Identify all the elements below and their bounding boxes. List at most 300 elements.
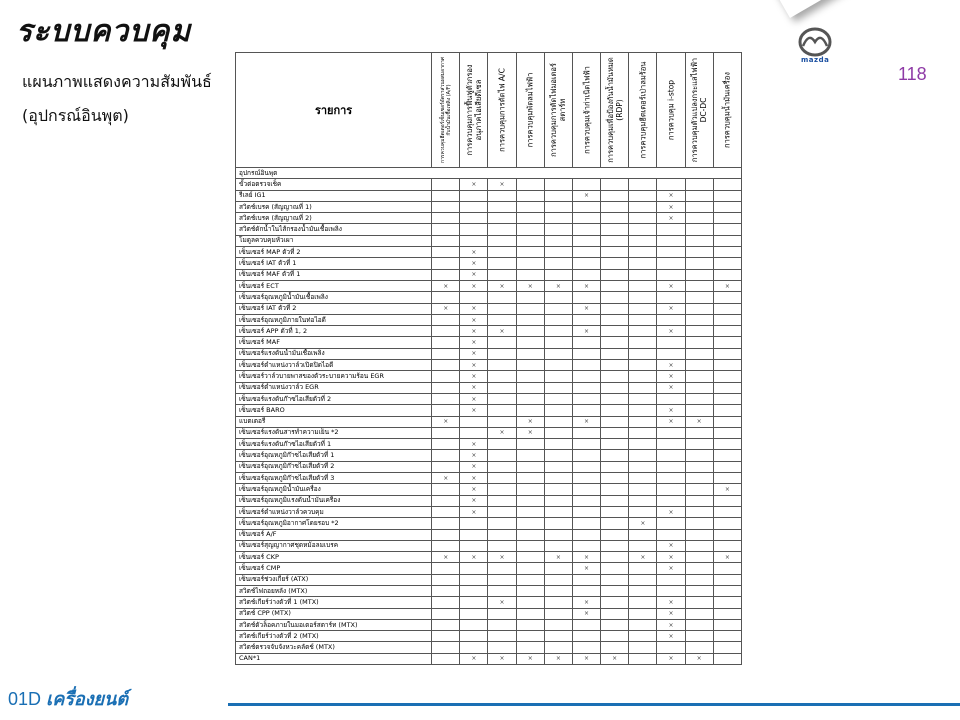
relationship-mark: × — [432, 280, 460, 291]
empty-cell — [685, 280, 713, 291]
empty-cell — [629, 574, 657, 585]
table-row — [236, 326, 742, 337]
empty-cell — [516, 303, 544, 314]
relationship-mark: × — [657, 563, 685, 574]
empty-cell — [657, 450, 685, 461]
empty-cell — [572, 371, 600, 382]
empty-cell — [685, 382, 713, 393]
empty-cell — [544, 427, 572, 438]
relationship-mark: × — [516, 653, 544, 664]
empty-cell — [572, 292, 600, 303]
empty-cell — [488, 506, 516, 517]
empty-cell — [685, 371, 713, 382]
table-row — [236, 427, 742, 438]
empty-cell — [657, 642, 685, 653]
empty-cell — [713, 506, 741, 517]
empty-cell — [685, 574, 713, 585]
empty-cell — [488, 360, 516, 371]
table-row — [236, 506, 742, 517]
relationship-mark: × — [572, 416, 600, 427]
section-row — [236, 168, 742, 179]
relationship-mark: × — [460, 280, 488, 291]
row-label: เซ็นเซอร์ตำแหน่งวาล์วควบคุม — [236, 506, 432, 517]
relationship-mark: × — [685, 416, 713, 427]
empty-cell — [713, 585, 741, 596]
empty-cell — [713, 574, 741, 585]
empty-cell — [544, 619, 572, 630]
empty-cell — [685, 552, 713, 563]
relationship-mark: × — [657, 506, 685, 517]
empty-cell — [713, 439, 741, 450]
empty-cell — [601, 235, 629, 246]
empty-cell — [713, 190, 741, 201]
empty-cell — [601, 540, 629, 551]
table-row — [236, 450, 742, 461]
empty-cell — [629, 529, 657, 540]
row-label: เซ็นเซอร์ ECT — [236, 280, 432, 291]
row-label: เซ็นเซอร์ตำแหน่งวาล์วเปิดปิดไอดี — [236, 360, 432, 371]
empty-cell — [601, 563, 629, 574]
table-row — [236, 597, 742, 608]
empty-cell — [432, 574, 460, 585]
empty-cell — [629, 303, 657, 314]
empty-cell — [713, 529, 741, 540]
empty-cell — [601, 348, 629, 359]
empty-cell — [685, 597, 713, 608]
empty-cell — [713, 269, 741, 280]
empty-cell — [516, 597, 544, 608]
relationship-mark: × — [657, 552, 685, 563]
relationship-mark: × — [488, 552, 516, 563]
empty-cell — [657, 179, 685, 190]
empty-cell — [544, 597, 572, 608]
empty-cell — [601, 585, 629, 596]
empty-cell — [544, 574, 572, 585]
empty-cell — [488, 303, 516, 314]
column-header — [516, 53, 544, 168]
relationship-mark: × — [516, 427, 544, 438]
empty-cell — [657, 314, 685, 325]
table-row — [236, 292, 742, 303]
relationship-table — [235, 52, 742, 665]
row-label: เซ็นเซอร์ CMP — [236, 563, 432, 574]
relationship-mark: × — [629, 552, 657, 563]
empty-cell — [629, 348, 657, 359]
empty-cell — [713, 416, 741, 427]
empty-cell — [516, 269, 544, 280]
empty-cell — [685, 303, 713, 314]
table-row — [236, 439, 742, 450]
empty-cell — [544, 337, 572, 348]
empty-cell — [685, 495, 713, 506]
table-row — [236, 269, 742, 280]
empty-cell — [488, 642, 516, 653]
empty-cell — [488, 190, 516, 201]
empty-cell — [685, 631, 713, 642]
empty-cell — [488, 213, 516, 224]
empty-cell — [629, 292, 657, 303]
empty-cell — [516, 201, 544, 212]
footer-section — [8, 684, 128, 713]
empty-cell — [685, 608, 713, 619]
empty-cell — [713, 495, 741, 506]
page-title: ระบบควบคุม — [16, 14, 192, 49]
empty-cell — [685, 427, 713, 438]
empty-cell — [488, 405, 516, 416]
empty-cell — [432, 348, 460, 359]
empty-cell — [544, 258, 572, 269]
table-row — [236, 224, 742, 235]
empty-cell — [544, 473, 572, 484]
empty-cell — [629, 427, 657, 438]
empty-cell — [601, 201, 629, 212]
empty-cell — [488, 371, 516, 382]
empty-cell — [432, 563, 460, 574]
relationship-mark: × — [713, 280, 741, 291]
relationship-mark: × — [460, 348, 488, 359]
relationship-mark: × — [629, 518, 657, 529]
empty-cell — [432, 642, 460, 653]
empty-cell — [629, 405, 657, 416]
empty-cell — [601, 495, 629, 506]
row-label: สวิตช์ CPP (MTX) — [236, 608, 432, 619]
empty-cell — [544, 506, 572, 517]
row-label: สวิตช์ตัวล็อคภายในมอเตอร์สตาร์ท (MTX) — [236, 619, 432, 630]
empty-cell — [544, 631, 572, 642]
empty-cell — [488, 563, 516, 574]
empty-cell — [685, 179, 713, 190]
relationship-mark: × — [460, 258, 488, 269]
empty-cell — [713, 619, 741, 630]
empty-cell — [685, 337, 713, 348]
empty-cell — [713, 405, 741, 416]
empty-cell — [657, 427, 685, 438]
relationship-mark: × — [572, 280, 600, 291]
empty-cell — [629, 235, 657, 246]
empty-cell — [572, 201, 600, 212]
empty-cell — [572, 461, 600, 472]
empty-cell — [432, 337, 460, 348]
empty-cell — [601, 280, 629, 291]
relationship-mark: × — [657, 371, 685, 382]
empty-cell — [713, 247, 741, 258]
empty-cell — [460, 574, 488, 585]
empty-cell — [460, 224, 488, 235]
empty-cell — [544, 190, 572, 201]
row-label: สวิตช์ตรวจจับจังหวะคลัตช์ (MTX) — [236, 642, 432, 653]
empty-cell — [488, 631, 516, 642]
table-row — [236, 473, 742, 484]
empty-cell — [685, 473, 713, 484]
relationship-mark: × — [657, 619, 685, 630]
empty-cell — [601, 360, 629, 371]
empty-cell — [488, 201, 516, 212]
empty-cell — [685, 326, 713, 337]
empty-cell — [572, 258, 600, 269]
empty-cell — [460, 529, 488, 540]
empty-cell — [657, 461, 685, 472]
empty-cell — [657, 269, 685, 280]
empty-cell — [713, 473, 741, 484]
table-row — [236, 213, 742, 224]
empty-cell — [516, 631, 544, 642]
empty-cell — [516, 585, 544, 596]
empty-cell — [432, 224, 460, 235]
empty-cell — [488, 247, 516, 258]
empty-cell — [685, 405, 713, 416]
column-header-label: การควบคุมตัวแปลงกระแสไฟฟ้า DC-DC — [690, 57, 709, 163]
empty-cell — [629, 585, 657, 596]
row-label: เซ็นเซอร์ IAT ตัวที่ 2 — [236, 303, 432, 314]
empty-cell — [601, 337, 629, 348]
empty-cell — [657, 529, 685, 540]
empty-cell — [629, 608, 657, 619]
empty-cell — [544, 371, 572, 382]
empty-cell — [601, 258, 629, 269]
empty-cell — [713, 427, 741, 438]
empty-cell — [544, 484, 572, 495]
empty-cell — [713, 382, 741, 393]
empty-cell — [544, 540, 572, 551]
empty-cell — [685, 393, 713, 404]
empty-cell — [544, 439, 572, 450]
empty-cell — [544, 608, 572, 619]
relationship-mark: × — [432, 416, 460, 427]
empty-cell — [460, 642, 488, 653]
empty-cell — [516, 506, 544, 517]
row-label: เซ็นเซอร์ CKP — [236, 552, 432, 563]
table-row — [236, 484, 742, 495]
row-label: เซ็นเซอร์ MAF ตัวที่ 1 — [236, 269, 432, 280]
table-row — [236, 461, 742, 472]
empty-cell — [488, 314, 516, 325]
relationship-mark: × — [460, 653, 488, 664]
table-row — [236, 642, 742, 653]
empty-cell — [516, 450, 544, 461]
table-row — [236, 179, 742, 190]
relationship-mark: × — [460, 495, 488, 506]
column-header-label: การควบคุมฮีตเตอร์เป่าลมร้อน — [638, 61, 648, 159]
empty-cell — [488, 518, 516, 529]
empty-cell — [460, 563, 488, 574]
row-label: สวิตช์เบรค (สัญญาณที่ 2) — [236, 213, 432, 224]
empty-cell — [572, 540, 600, 551]
relationship-mark: × — [460, 269, 488, 280]
column-header-label: การควบคุมเพื่อป้องกันน้ำมันหมด (RDP) — [605, 57, 624, 163]
empty-cell — [544, 461, 572, 472]
table-row — [236, 495, 742, 506]
relationship-mark: × — [460, 393, 488, 404]
empty-cell — [601, 303, 629, 314]
row-label: เซ็นเซอร์อุณหภูมิก๊าซไอเสียตัวที่ 2 — [236, 461, 432, 472]
empty-cell — [516, 563, 544, 574]
empty-cell — [713, 540, 741, 551]
empty-cell — [516, 405, 544, 416]
empty-cell — [629, 280, 657, 291]
empty-cell — [713, 303, 741, 314]
empty-cell — [432, 484, 460, 495]
empty-cell — [516, 495, 544, 506]
empty-cell — [488, 484, 516, 495]
empty-cell — [572, 360, 600, 371]
empty-cell — [657, 337, 685, 348]
empty-cell — [516, 461, 544, 472]
empty-cell — [713, 179, 741, 190]
item-column-header: รายการ — [236, 53, 432, 168]
empty-cell — [572, 495, 600, 506]
table-body — [236, 168, 742, 665]
column-header-label: การควบคุม i-stop — [666, 79, 676, 141]
empty-cell — [432, 518, 460, 529]
empty-cell — [601, 247, 629, 258]
relationship-mark: × — [657, 653, 685, 664]
relationship-mark: × — [685, 653, 713, 664]
empty-cell — [432, 495, 460, 506]
table-header-row — [236, 53, 742, 168]
relationship-mark: × — [460, 450, 488, 461]
empty-cell — [713, 258, 741, 269]
empty-cell — [629, 213, 657, 224]
empty-cell — [516, 642, 544, 653]
empty-cell — [629, 360, 657, 371]
table-row — [236, 563, 742, 574]
empty-cell — [516, 552, 544, 563]
empty-cell — [516, 292, 544, 303]
empty-cell — [601, 529, 629, 540]
relationship-mark: × — [460, 405, 488, 416]
empty-cell — [544, 348, 572, 359]
empty-cell — [572, 631, 600, 642]
empty-cell — [572, 642, 600, 653]
empty-cell — [572, 393, 600, 404]
empty-cell — [516, 619, 544, 630]
empty-cell — [685, 190, 713, 201]
empty-cell — [432, 450, 460, 461]
empty-cell — [432, 653, 460, 664]
empty-cell — [544, 393, 572, 404]
empty-cell — [629, 258, 657, 269]
row-label: เซ็นเซอร์สุญญากาศชุดหม้อลมเบรค — [236, 540, 432, 551]
empty-cell — [629, 247, 657, 258]
row-label: เซ็นเซอร์ APP ตัวที่ 1, 2 — [236, 326, 432, 337]
empty-cell — [629, 326, 657, 337]
empty-cell — [685, 247, 713, 258]
empty-cell — [572, 235, 600, 246]
empty-cell — [460, 213, 488, 224]
empty-cell — [601, 371, 629, 382]
relationship-mark: × — [460, 484, 488, 495]
empty-cell — [544, 382, 572, 393]
empty-cell — [516, 393, 544, 404]
relationship-mark: × — [657, 597, 685, 608]
empty-cell — [601, 269, 629, 280]
empty-cell — [601, 473, 629, 484]
empty-cell — [460, 201, 488, 212]
empty-cell — [629, 597, 657, 608]
empty-cell — [432, 506, 460, 517]
empty-cell — [685, 224, 713, 235]
empty-cell — [432, 190, 460, 201]
empty-cell — [432, 427, 460, 438]
relationship-mark: × — [460, 314, 488, 325]
empty-cell — [460, 540, 488, 551]
column-header-label: การควบคุมเจ้าก่าเนิดไฟฟ้า — [582, 66, 592, 154]
row-label: เซ็นเซอร์อุณหภูมิภายในท่อไอดี — [236, 314, 432, 325]
table-row — [236, 518, 742, 529]
empty-cell — [685, 292, 713, 303]
empty-cell — [488, 585, 516, 596]
empty-cell — [657, 495, 685, 506]
empty-cell — [488, 269, 516, 280]
relationship-mark: × — [544, 653, 572, 664]
empty-cell — [544, 224, 572, 235]
column-header — [460, 53, 488, 168]
empty-cell — [572, 179, 600, 190]
empty-cell — [572, 506, 600, 517]
relationship-mark: × — [572, 563, 600, 574]
empty-cell — [432, 393, 460, 404]
relationship-mark: × — [460, 326, 488, 337]
empty-cell — [713, 653, 741, 664]
empty-cell — [488, 495, 516, 506]
empty-cell — [629, 314, 657, 325]
empty-cell — [657, 439, 685, 450]
column-header — [685, 53, 713, 168]
empty-cell — [685, 585, 713, 596]
empty-cell — [516, 190, 544, 201]
empty-cell — [572, 619, 600, 630]
empty-cell — [601, 439, 629, 450]
table-row — [236, 608, 742, 619]
empty-cell — [460, 608, 488, 619]
empty-cell — [629, 439, 657, 450]
empty-cell — [657, 518, 685, 529]
empty-cell — [516, 574, 544, 585]
empty-cell — [629, 337, 657, 348]
row-label: เซ็นเซอร์อุณหภูมิก๊าซไอเสียตัวที่ 3 — [236, 473, 432, 484]
empty-cell — [572, 427, 600, 438]
empty-cell — [488, 292, 516, 303]
column-header — [432, 53, 460, 168]
column-header — [572, 53, 600, 168]
empty-cell — [629, 450, 657, 461]
relationship-mark: × — [572, 552, 600, 563]
empty-cell — [460, 597, 488, 608]
section-label: อุปกรณ์อินพุต — [236, 168, 742, 179]
empty-cell — [488, 348, 516, 359]
empty-cell — [601, 450, 629, 461]
empty-cell — [685, 540, 713, 551]
empty-cell — [488, 619, 516, 630]
empty-cell — [516, 382, 544, 393]
empty-cell — [544, 585, 572, 596]
empty-cell — [544, 518, 572, 529]
empty-cell — [713, 326, 741, 337]
empty-cell — [432, 326, 460, 337]
empty-cell — [713, 235, 741, 246]
empty-cell — [685, 213, 713, 224]
column-header — [657, 53, 685, 168]
empty-cell — [629, 416, 657, 427]
row-label: เซ็นเซอร์แรงดันก๊าซไอเสียตัวที่ 2 — [236, 393, 432, 404]
empty-cell — [713, 224, 741, 235]
page-subtitle: แผนภาพแสดงความสัมพันธ์ — [22, 72, 212, 91]
relationship-mark: × — [713, 552, 741, 563]
empty-cell — [657, 292, 685, 303]
row-label: เซ็นเซอร์ MAF — [236, 337, 432, 348]
row-label: เซ็นเซอร์แรงดันก๊าซไอเสียตัวที่ 1 — [236, 439, 432, 450]
empty-cell — [685, 314, 713, 325]
